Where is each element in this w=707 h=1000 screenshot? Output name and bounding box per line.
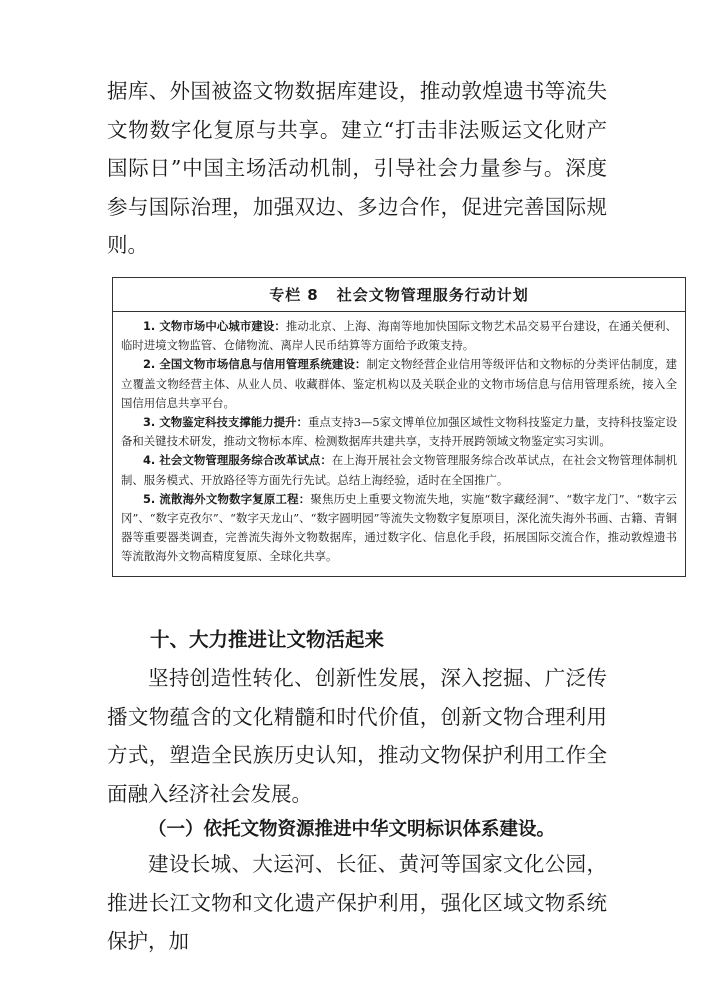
section-paragraph: 坚持创造性转化、创新性发展，深入挖掘、广泛传播文物蕴含的文化精髓和时代价值，创新文物合理利用方式，塑造全民族历史认知，推动文物保护利用工作全面融入经济社会发展。 [107, 666, 607, 806]
box-body [113, 312, 685, 567]
box-item-head: 1. 文物市场中心城市建设： [143, 319, 286, 333]
box-item-head: 2. 全国文物市场信息与信用管理系统建设： [143, 357, 367, 372]
box-item-head: 4. 社会文物管理服务综合改革试点： [143, 453, 332, 468]
box-item [121, 490, 677, 567]
box-label: 专栏 [269, 286, 302, 304]
section-heading: 十、大力推进让文物活起来 [150, 628, 385, 651]
box-number: 8 [307, 285, 319, 304]
box-item [121, 413, 677, 451]
box-item-text: 推动北京、上海、海南等地加快国际文物艺术品交易平台建设，在通关便利、临时进境文物监管、仓储物流、离岸人民币结算等方面给予政策支持。 [121, 319, 677, 353]
box-item-text: 重点支持3—5家文博单位加强区域性文物科技鉴定力量，支持科技鉴定设备和关键技术研发，推动文物标本库、检测数据库共建共享，支持开展跨领域文物鉴定实习实训。 [121, 415, 677, 449]
continuation-paragraph: 据库、外国被盗文物数据库建设，推动敦煌遗书等流失文物数字化复原与共享。建立“打击非法贩运文化财产国际日”中国主场活动机制，引导社会力量参与。深度参与国际治理，加强双边、多边合作，促进完善国际规则。 [107, 79, 607, 257]
box-item [121, 317, 677, 355]
box-title: 社会文物管理服务行动计划 [336, 286, 529, 304]
box-item-text: 在上海开展社会文物管理服务综合改革试点，在社会文物管理体制机制、服务模式、开放路径等方面先行先试。总结上海经验，适时在全国推广。 [121, 453, 677, 487]
box-title-bar [113, 278, 685, 312]
box-item-head: 5. 流散海外文物数字复原工程： [143, 491, 311, 506]
box-item [121, 355, 677, 413]
bottom-paragraph: 建设长城、大运河、长征、黄河等国家文化公园，推进长江文物和文化遗产保护利用，强化区域文物系统保护，加 [107, 852, 607, 953]
box-item-text: 聚焦历史上重要文物流失地，实施“数字藏经洞”、“数字龙门”、“数字云冈”、“数字克孜尔”、“数字天龙山”、“数字圆明园”等流失文物数字复原项目，深化流失海外书画、古籍、青铜器等重要器类调查，完善流失海外文物数据库，通过数字化、信息化手段，拓展国际交流合作，推动敦煌遗书等流散海外文物高精度复原、全球化共享。 [121, 491, 677, 564]
box-item-head: 3. 文物鉴定科技支撑能力提升： [143, 415, 308, 430]
box-item-text: 制定文物经营企业信用等级评估和文物标的分类评估制度，建立覆盖文物经营主体、从业人员、收藏群体、鉴定机构以及关联企业的文物市场信息与信用管理系统，接入全国信用信息共享平台。 [121, 357, 677, 410]
sidebar-box-column-8 [112, 277, 686, 577]
sub-heading: （一）依托文物资源推进中华文明标识体系建设。 [148, 819, 556, 840]
box-item [121, 451, 677, 489]
